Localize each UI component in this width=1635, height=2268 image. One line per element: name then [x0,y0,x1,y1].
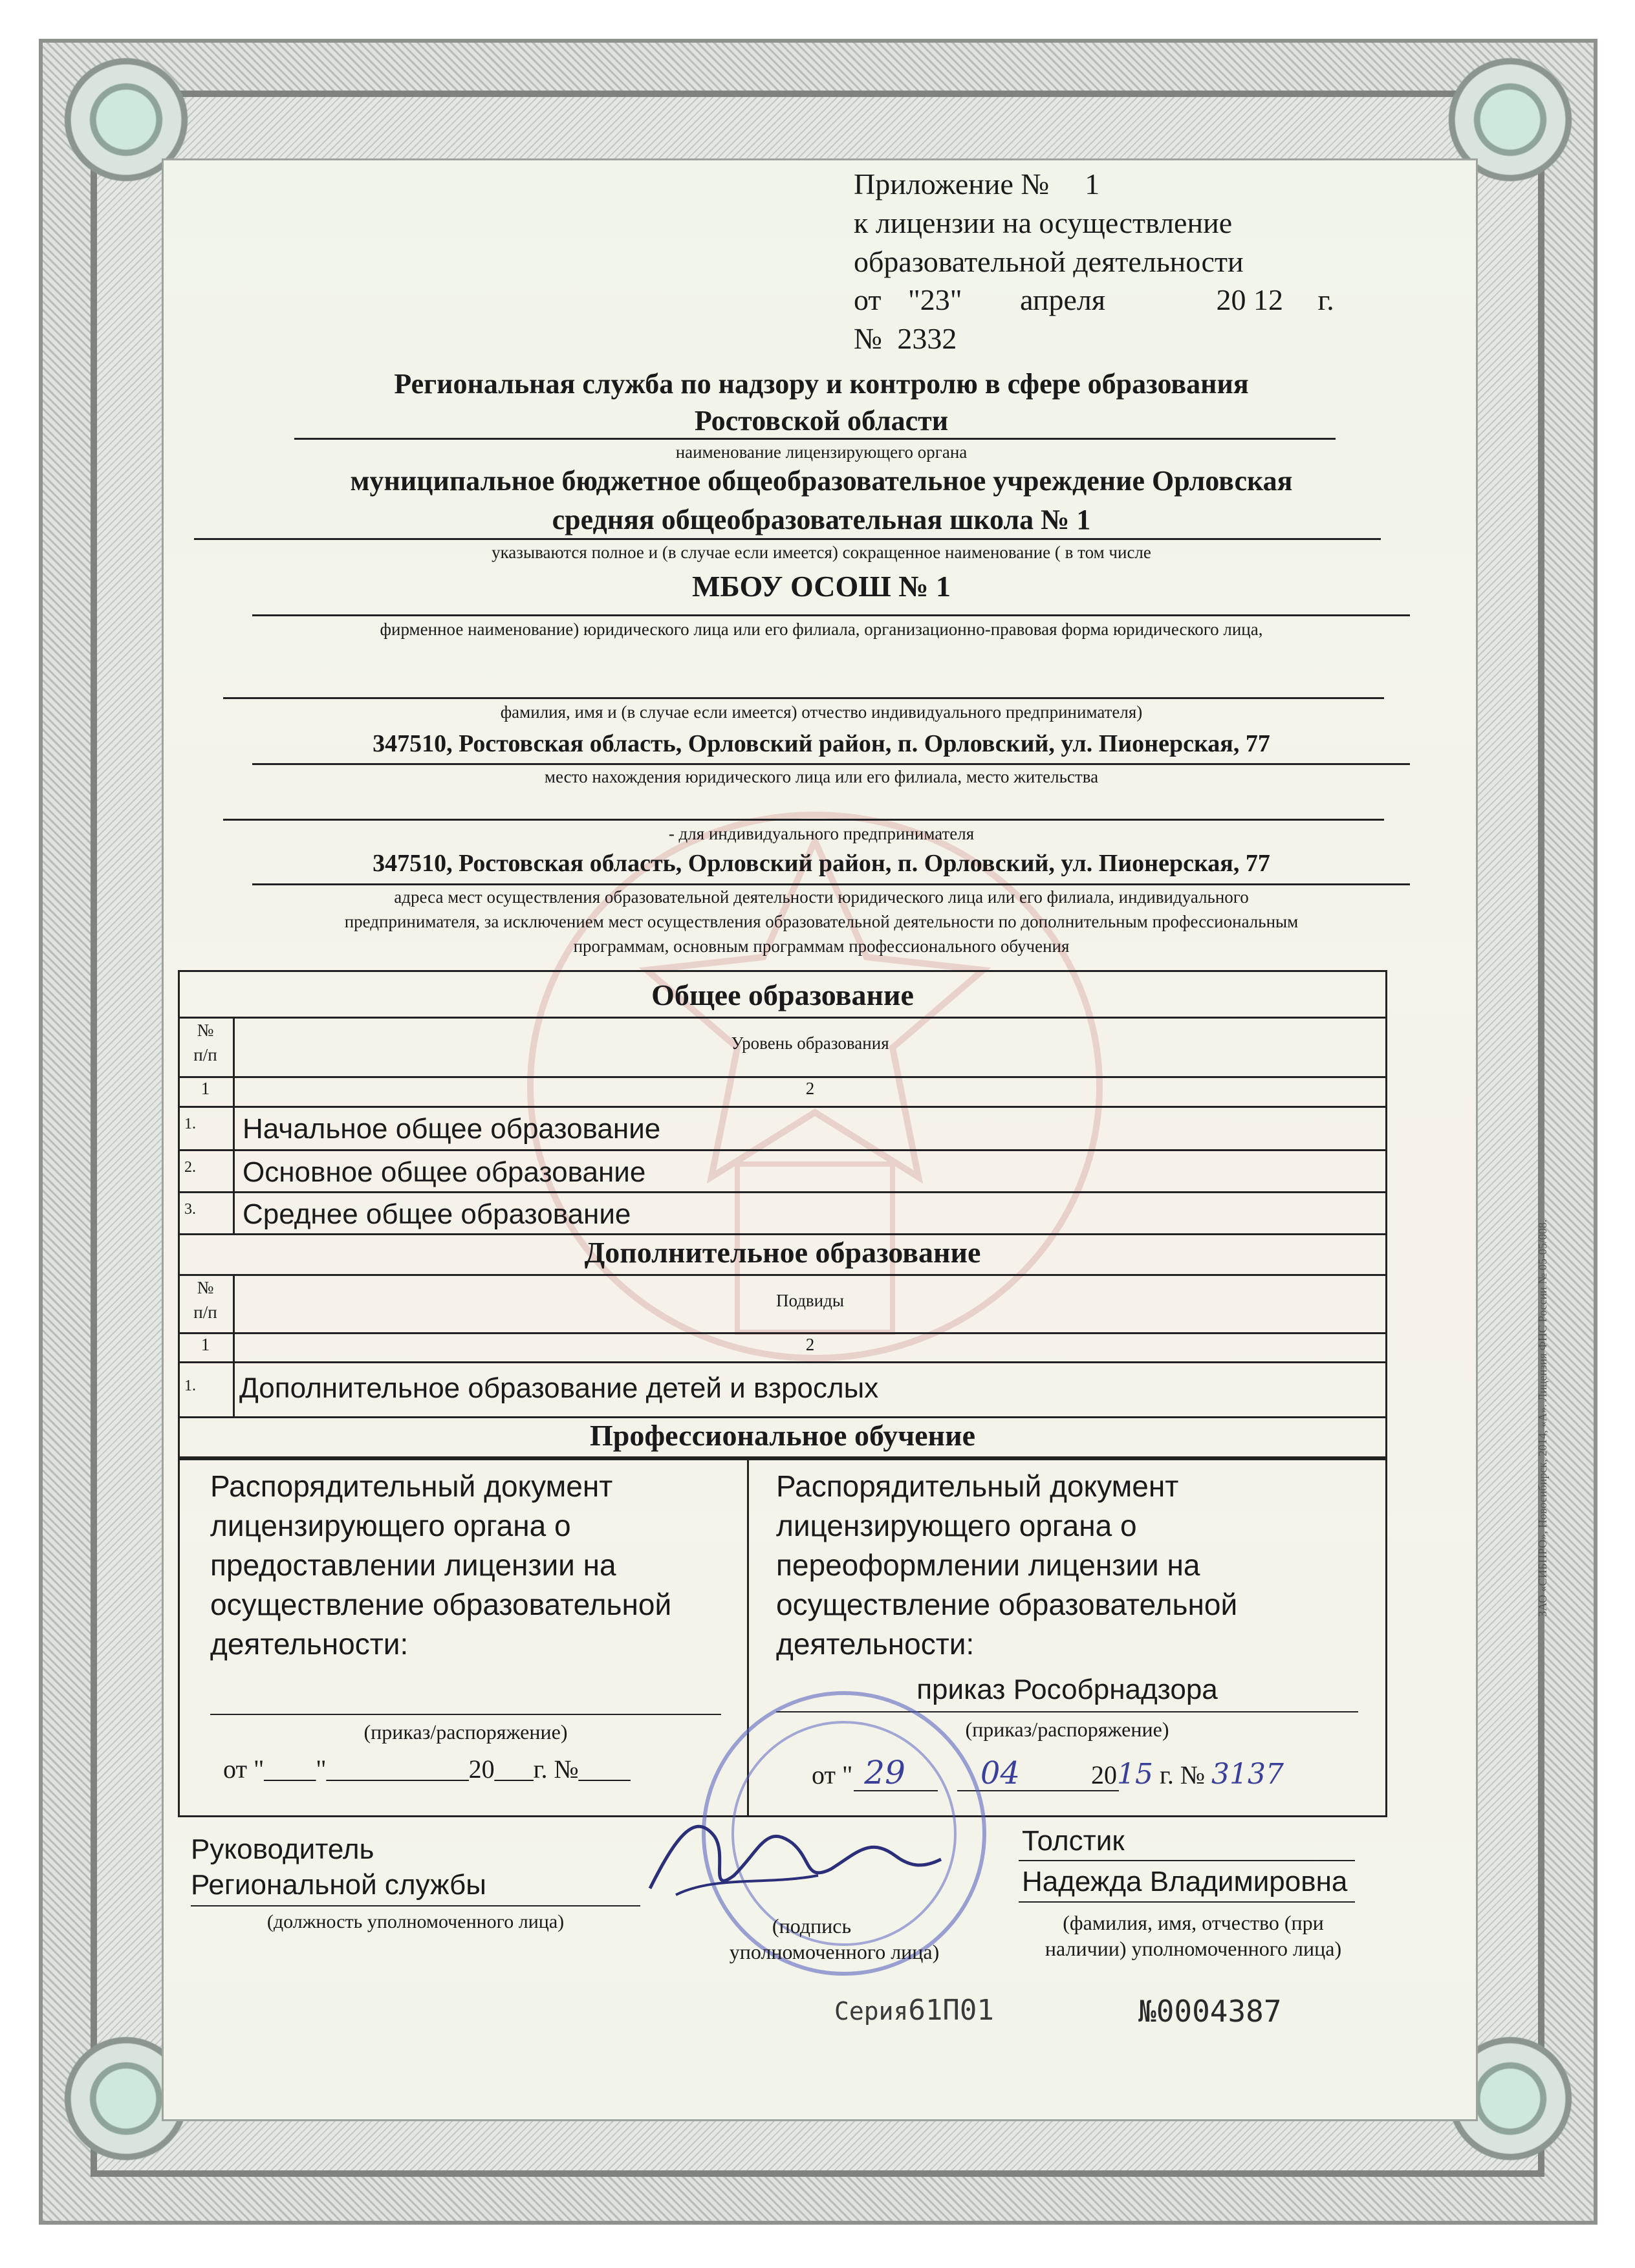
right-num-label: г. № [1159,1760,1206,1789]
general-education-title: Общее образование [651,978,914,1011]
date-day: "23" [908,283,962,316]
additional-education-title: Дополнительное образование [584,1236,981,1269]
series-label: Серия [834,1997,909,2025]
appendix-number: 1 [1085,167,1100,200]
row-number: 2. [184,1159,196,1176]
left-order-date: от "____"___________20___г. №____ [223,1755,631,1784]
signatory-given-names: Надежда Владимировна [1022,1866,1348,1897]
activity-caption3: программам, основным программам профессионального обучения [573,936,1070,956]
right-date-day: 29 [864,1754,905,1791]
education-level: Среднее общее образование [243,1198,631,1230]
left-doc-line: лицензирующего органа о [210,1509,571,1542]
organization-caption1: указываются полное и (в случае если имеется) сокращенное наименование ( в том числе [492,543,1151,562]
printer-imprint: ЗАО «СИБПРО», Новосибирск, 2014, «А». Лицензия ФНС России № 05-05/008. [1536,1219,1549,1617]
right-doc-line: деятельности: [776,1627,975,1661]
education-level: Начальное общее образование [243,1113,661,1145]
right-doc-line: переоформлении лицензии на [776,1548,1200,1582]
form-series [834,1994,994,2027]
name-underline [1019,1901,1355,1903]
row-number: 1. [184,1377,196,1394]
table-row [178,1193,1387,1235]
education-subtype: Дополнительное образование детей и взрослых [239,1372,879,1404]
left-doc-line: осуществление образовательной [210,1588,672,1621]
right-date-year: 15 [1116,1758,1153,1791]
authority-caption: наименование лицензирующего органа [675,442,968,462]
ge-rule-2 [178,1076,1387,1078]
professional-training-title: Профессиональное обучение [589,1419,975,1452]
right-order-caption: (приказ/распоряжение) [965,1718,1169,1741]
ge-rule-1 [178,1017,1387,1019]
ae-col2-header: Подвиды [775,1291,845,1310]
number-value: 2332 [897,322,957,355]
activity-caption2: предпринимателя, за исключением мест осуществления образовательной деятельности по дополнительным профессиональным [344,912,1299,931]
right-date-month: 04 [980,1755,1020,1791]
signature-caption2: уполномоченного лица) [729,1940,940,1963]
location-caption2: - для индивидуального предпринимателя [668,824,975,843]
position-caption: (должность уполномоченного лица) [266,1911,565,1932]
ge-col1-line1: № [197,1021,214,1040]
organization-name-line1: муниципальное бюджетное общеобразовательное учреждение Орловская [350,465,1293,497]
date-prefix: от [854,283,882,316]
location-caption1: место нахождения юридического лица или его филиала, место жительства [544,767,1099,786]
organization-underline [194,538,1381,540]
authority-name-line1: Региональная служба по надзору и контролю в сфере образования [394,368,1249,400]
education-level: Основное общее образование [243,1156,646,1188]
left-doc-line: Распорядительный документ [210,1469,613,1503]
right-doc-line: осуществление образовательной [776,1588,1238,1621]
right-order-text: приказ Рособрнадзора [916,1674,1218,1705]
short-name-underline [252,614,1410,616]
signature-caption1: (подпись [772,1914,852,1938]
date-month: апреля [1020,283,1106,316]
table-row [178,1108,1387,1149]
ae-num1: 1 [200,1335,210,1354]
authority-name-line2: Ростовской области [694,405,949,437]
handwritten-signature [637,1798,947,1914]
ae-num2: 2 [805,1335,815,1354]
date-year: 20 12 [1216,283,1284,316]
signatory-position-line2: Региональной службы [191,1869,486,1901]
ge-col1-line2: п/п [193,1045,217,1064]
position-underline [191,1905,640,1906]
left-document-text [210,1467,671,1664]
ge-num2: 2 [805,1079,815,1098]
organization-caption3: фамилия, имя и (в случае если имеется) отчество индивидуального предпринимателя) [500,702,1143,722]
appendix-heading [854,167,1128,201]
activity-caption1: адреса мест осуществления образовательной деятельности юридического лица или его филиала, индивидуального [394,887,1249,907]
table-row [178,1363,1387,1415]
signatory-position-line1: Руководитель [191,1833,374,1865]
name-caption2: наличии) уполномоченного лица) [1045,1937,1342,1960]
location-second-underline [223,819,1384,821]
right-document-text [776,1467,1237,1664]
ae-col1-line1: № [197,1278,214,1297]
signatory-surname: Толстик [1022,1825,1125,1857]
left-doc-line: предоставлении лицензии на [210,1548,616,1582]
series-code: 61П01 [908,1994,994,2027]
form-number: №0004387 [1138,1994,1282,2029]
table-row [178,1151,1387,1193]
activity-underline [252,883,1410,885]
ae-col1-line2: п/п [193,1302,217,1322]
date-suffix: г. [1317,283,1334,316]
ae-rule-1 [178,1274,1387,1276]
ge-num1: 1 [200,1079,210,1098]
activity-address: 347510, Ростовская область, Орловский район, п. Орловский, ул. Пионерская, 77 [373,850,1270,877]
activity-line: образовательной деятельности [854,245,1244,278]
left-doc-line: деятельности: [210,1627,409,1661]
left-order-caption: (приказ/распоряжение) [363,1720,568,1744]
surname-underline [1019,1860,1355,1861]
license-line: к лицензии на осуществление [854,206,1233,239]
organization-name-line2: средняя общеобразовательная школа № 1 [552,504,1091,535]
location-address: 347510, Ростовская область, Орловский район, п. Орловский, ул. Пионерская, 77 [373,730,1270,757]
name-caption1: (фамилия, имя, отчество (при [1063,1911,1324,1934]
location-underline [252,763,1410,765]
row-number: 3. [184,1201,196,1218]
right-doc-line: Распорядительный документ [776,1469,1179,1503]
entrepreneur-underline [223,697,1384,699]
license-date [854,283,1334,317]
right-order-number: 3137 [1211,1758,1284,1791]
ge-col2-header: Уровень образования [731,1033,889,1053]
right-doc-line: лицензирующего органа о [776,1509,1137,1542]
right-year-prefix: 20 [1090,1760,1117,1789]
number-label: № [854,322,882,355]
organization-short-name: МБОУ ОСОШ № 1 [691,570,951,603]
organization-caption2: фирменное наименование) юридического лица или его филиала, организационно-правовая форма юридического лица, [380,620,1263,639]
left-order-underline [210,1714,721,1715]
ae-rule-2 [178,1332,1387,1334]
right-date-prefix: от " [812,1760,853,1789]
appendix-label: Приложение № [854,167,1050,200]
authority-underline [294,438,1336,440]
right-month-underline [957,1790,1119,1791]
license-number [854,321,957,356]
row-number: 1. [184,1116,196,1132]
